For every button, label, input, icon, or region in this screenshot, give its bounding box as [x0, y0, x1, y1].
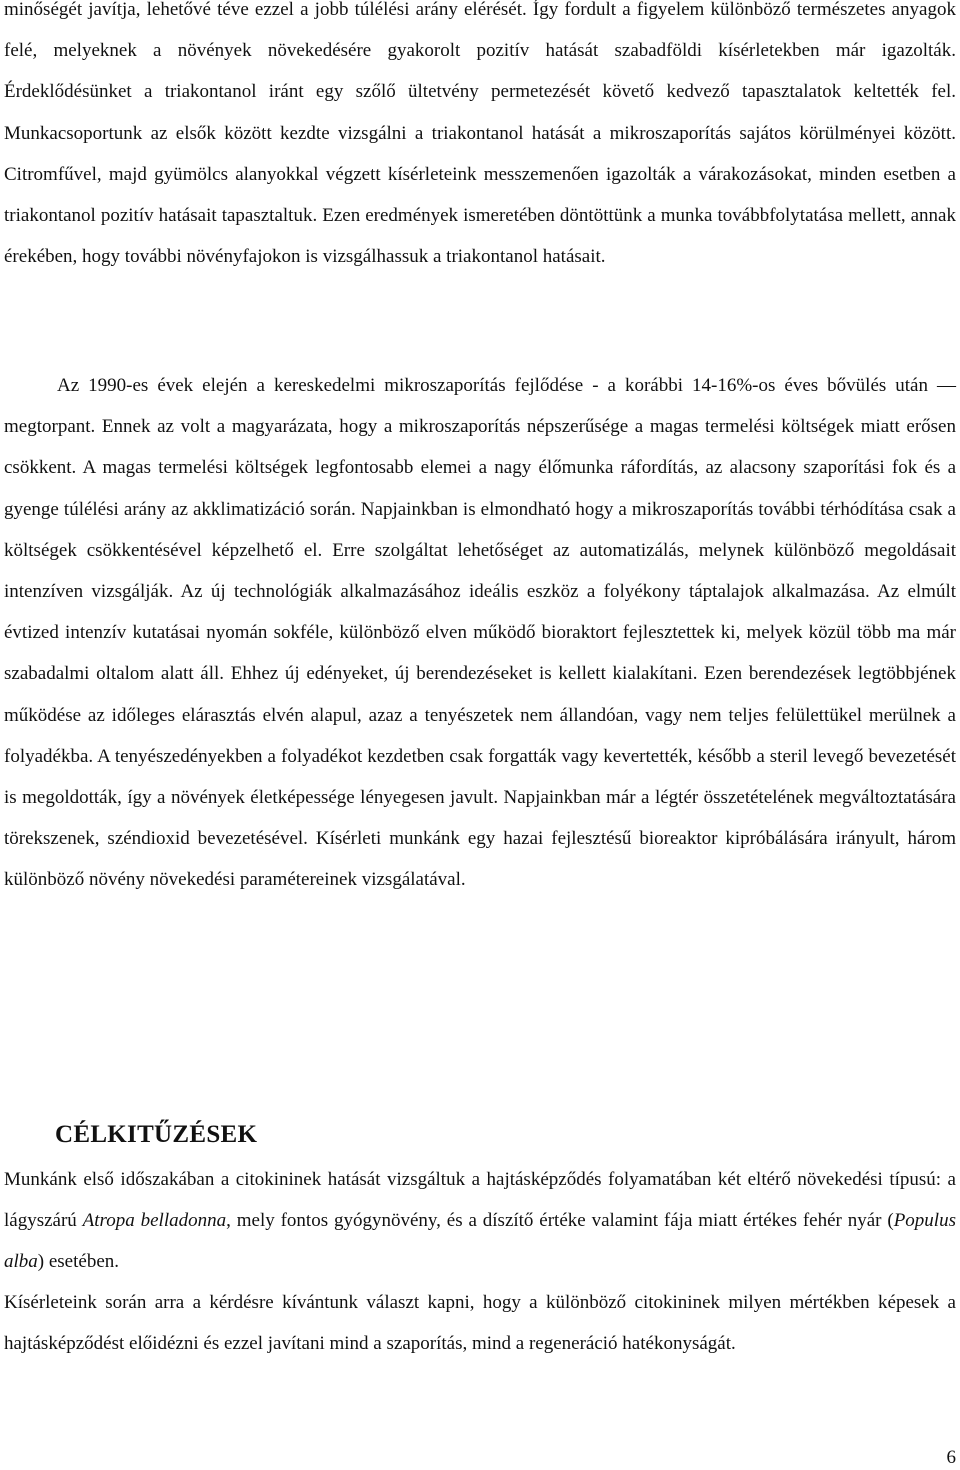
objectives-text-3: ) esetében. [37, 1251, 120, 1273]
body-paragraph-research-question: Kísérleteink során arra a kérdésre kívántunk választ kapni, hogy a különböző citokininek milyen mértékben képesek a hajtásképződést előidézni és ezzel javítani mind a szaporítás, mind a regeneráció hatékonyságát. [4, 1292, 956, 1355]
section-heading: CÉLKITŰZÉSEK [55, 1121, 258, 1148]
species-name-atropa: Atropa belladonna [82, 1210, 227, 1232]
body-paragraph-micropropagation: Az 1990-es évek elején a kereskedelmi mikroszaporítás fejlődése - a korábbi 14-16%-os éves bővülés után ― megtorpant. Ennek az volt a magyarázata, hogy a mikroszaporítás népszerűsége a magas termelési költségek miatt erősen csökkent. A magas termelési költségek legfontosabb elemei a nagy élőmunka ráfordítás, az alacsony szaporítási fok és a gyenge túlélési arány az akklimatizáció során. Napjainkban is elmondható hogy a mikroszaporítás további térhódítása csak a költségek csökkentésével képzelhető el. Erre szolgáltat lehetőséget az automatizálás, melynek különböző megoldásait intenzíven vizsgálják. Az új technológiák alkalmazásához ideális eszköz a folyékony táptalajok alkalmazása. Az elmúlt évtized intenzív kutatásai nyomán sokféle, különböző elven működő bioraktort fejlesztettek ki, melyek közül több ma már szabadalmi oltalom alatt áll. Ehhez új edényeket, új berendezéseket is kellett kialakítani. Ezen berendezések legtöbbjének működése az időleges elárasztás elvén alapul, azaz a tenyészetek nem állandóan, vagy nem teljes felülettükel merülnek a folyadékba. A tenyészedényekben a folyadékot kezdetben csak forgatták vagy kevertették, később a steril levegő bevezetését is megoldották, így a növények életképessége lényegesen javult. Napjainkban már a légtér összetételének megváltoztatására törekszenek, széndioxid bevezetésével. Kísérleti munkánk egy hazai fejlesztésű bioreaktor kipróbálására irányult, három különböző növény növekedési paramétereinek vizsgálatával. [4, 375, 956, 891]
objectives-text-2: , mely fontos gyógynövény, és a díszítő értéke valamint fája miatt értékes fehér nyár ( [226, 1210, 894, 1232]
species-name-populus: Populus alba [4, 1210, 956, 1273]
objectives-text-1: Munkánk első időszakában a citokininek hatását vizsgáltuk a hajtásképződés folyamatában két eltérő növekedési típusú: a lágyszárú [4, 1169, 956, 1232]
body-paragraph-objectives [4, 1159, 956, 1283]
page-number: 6 [946, 1447, 956, 1468]
body-paragraph-triakontanol: minőségét javítja, lehetővé téve ezzel a jobb túlélési arány elérését. Így fordult a figyelem különböző természetes anyagok felé, melyeknek a növények növekedésére gyakorolt pozitív hatását szabadföldi kísérletekben már igazolták. Érdeklődésünket a triakontanol iránt egy szőlő ültetvény permetezését követő kedvező tapasztalatok keltették fel. Munkacsoportunk az elsők között kezdte vizsgálni a triakontanol hatását a mikroszaporítás sajátos körülményei között. Citromfűvel, majd gyümölcs alanyokkal végzett kísérleteink messzemenően igazolták a várakozásokat, minden esetben a triakontanol pozitív hatásait tapasztaltuk. Ezen eredmények ismeretében döntöttünk a munka továbbfolytatása mellett, annak érekében, hogy további növényfajokon is vizsgálhassuk a triakontanol hatásait. [4, 0, 956, 268]
